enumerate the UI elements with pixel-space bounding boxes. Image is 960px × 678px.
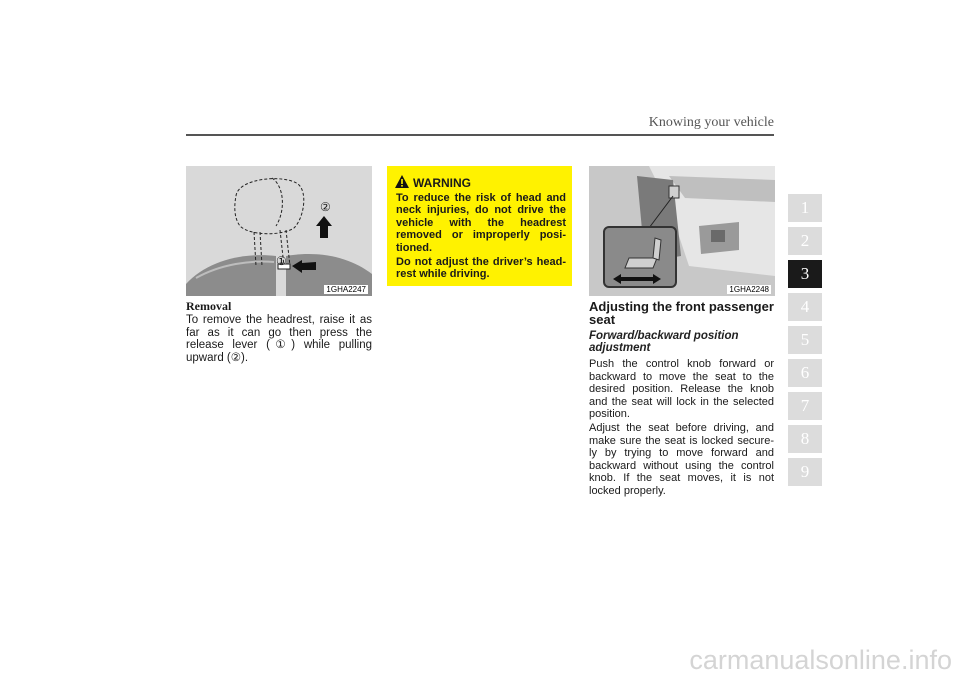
warning-title: WARNING	[413, 176, 471, 190]
text-line: upward (②).	[186, 351, 249, 364]
sub-heading	[589, 330, 769, 354]
text-line: To reduce the risk of head and	[396, 192, 566, 204]
chapter-tab-3[interactable]: 3	[788, 260, 822, 288]
forward-backward-arrow-icon	[613, 274, 661, 284]
chapter-tab-2[interactable]: 2	[788, 227, 822, 255]
text-line: desired position. Release the knob	[589, 383, 774, 396]
header-rule	[186, 134, 774, 136]
watermark: carmanualsonline.info	[689, 645, 952, 675]
text-line: neck injuries, do not drive the	[396, 204, 566, 217]
heading-line: seat	[589, 312, 616, 327]
warning-paragraph-1	[396, 192, 566, 254]
chapter-tab-7[interactable]: 7	[788, 392, 822, 420]
text-line: vehicle with the headrest	[396, 216, 566, 229]
up-arrow	[316, 216, 332, 238]
removal-heading: Removal	[186, 299, 232, 313]
seat-knob	[669, 186, 679, 198]
heading-line: Adjusting the front passenger	[589, 299, 774, 314]
section-heading	[589, 300, 779, 326]
text-line: and the seat will lock in the selected	[589, 395, 774, 408]
figure-code: 1GHA2247	[326, 285, 366, 294]
warning-paragraph-2	[396, 256, 566, 281]
section-paragraph-1	[589, 358, 774, 421]
text-line: release lever (①) while pulling	[186, 339, 372, 352]
callout-1-label: ①	[276, 254, 287, 268]
chapter-tab-8[interactable]: 8	[788, 425, 822, 453]
chapter-tab-9[interactable]: 9	[788, 458, 822, 486]
callout-2-label: ②	[320, 200, 331, 214]
text-line: Push the control knob forward or	[589, 358, 774, 370]
text-line: make sure the seat is locked secure-	[589, 434, 774, 447]
chapter-tab-5[interactable]: 5	[788, 326, 822, 354]
subheading-line: adjustment	[589, 342, 651, 354]
warning-box	[387, 166, 572, 286]
text-line: locked properly.	[589, 484, 666, 497]
text-line: tioned.	[396, 241, 433, 254]
page-header-title: Knowing your vehicle	[648, 115, 774, 130]
text-line: backward without using the control	[589, 459, 774, 472]
subheading-line: Forward/backward position	[589, 330, 739, 342]
text-line: To remove the headrest, raise it as	[186, 314, 372, 326]
text-line: rest while driving.	[396, 268, 490, 281]
text-line: far as it can go then press the	[186, 326, 372, 339]
figure-code: 1GHA2248	[729, 285, 769, 294]
text-line: Do not adjust the driver’s head-	[396, 256, 566, 268]
chapter-tab-6[interactable]: 6	[788, 359, 822, 387]
section-paragraph-2	[589, 422, 774, 498]
text-line: position.	[589, 408, 630, 421]
text-line: ly by trying to move forward and	[589, 447, 774, 460]
headrest-outline	[235, 179, 304, 234]
text-line: backward to move the seat to the	[589, 370, 774, 383]
window-switch	[711, 230, 725, 242]
text-line: removed or improperly posi-	[396, 229, 566, 242]
removal-paragraph	[186, 314, 372, 364]
chapter-tab-4[interactable]: 4	[788, 293, 822, 321]
text-line: Adjust the seat before driving, and	[589, 422, 774, 434]
text-line: knob. If the seat moves, it is not	[589, 472, 774, 485]
warning-triangle-icon	[395, 175, 409, 188]
headrest-removal-figure	[186, 166, 372, 296]
seat-control-figure	[589, 166, 775, 296]
headrest-illustration	[186, 166, 372, 296]
headrest-inner-outline	[272, 178, 282, 226]
chapter-tab-1[interactable]: 1	[788, 194, 822, 222]
